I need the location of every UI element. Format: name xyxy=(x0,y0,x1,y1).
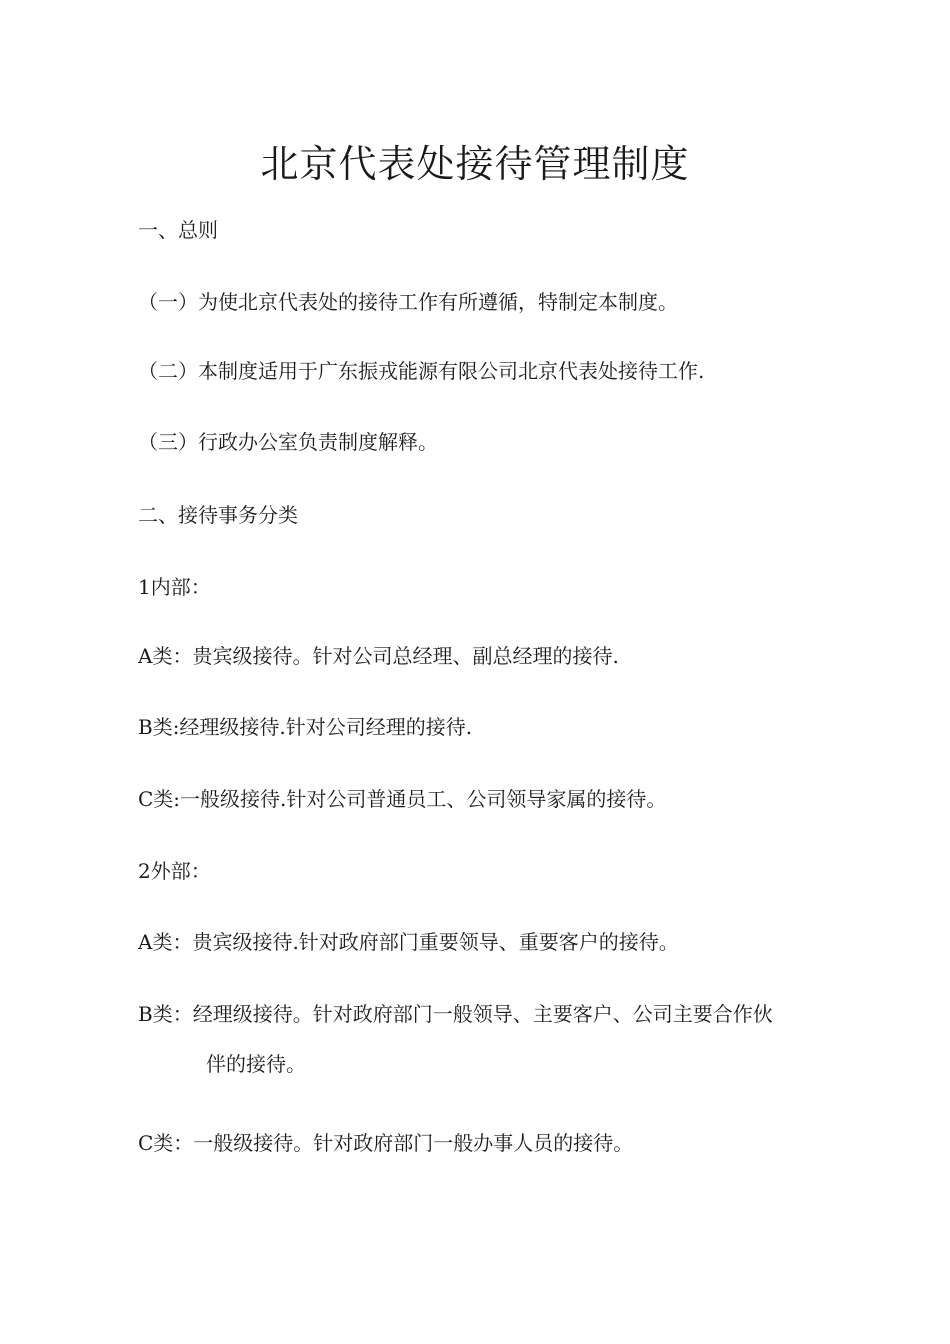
external-category-b-continued: 伴的接待。 xyxy=(206,1052,306,1076)
section-heading-categories: 二、接待事务分类 xyxy=(138,503,298,527)
external-category-c: C类：一般级接待。针对政府部门一般办事人员的接待。 xyxy=(138,1131,634,1155)
subheading-external: 2外部： xyxy=(138,859,211,883)
internal-category-c: C类:一般级接待.针对公司普通员工、公司领导家属的接待。 xyxy=(138,787,667,811)
external-category-b: B类：经理级接待。针对政府部门一般领导、主要客户、公司主要合作伙 xyxy=(138,1002,773,1026)
external-category-a: A类：贵宾级接待.针对政府部门重要领导、重要客户的接待。 xyxy=(138,930,679,954)
internal-category-b: B类:经理级接待.针对公司经理的接待. xyxy=(138,715,473,739)
subheading-internal: 1内部： xyxy=(138,575,211,599)
clause-1: （一）为使北京代表处的接待工作有所遵循，特制定本制度。 xyxy=(138,290,678,314)
clause-3: （三）行政办公室负责制度解释。 xyxy=(138,430,438,454)
clause-2: （二）本制度适用于广东振戎能源有限公司北京代表处接待工作. xyxy=(138,359,705,383)
section-heading-general: 一、总则 xyxy=(138,218,218,242)
internal-category-a: A类：贵宾级接待。针对公司总经理、副总经理的接待. xyxy=(138,644,619,668)
document-title: 北京代表处接待管理制度 xyxy=(260,142,690,187)
